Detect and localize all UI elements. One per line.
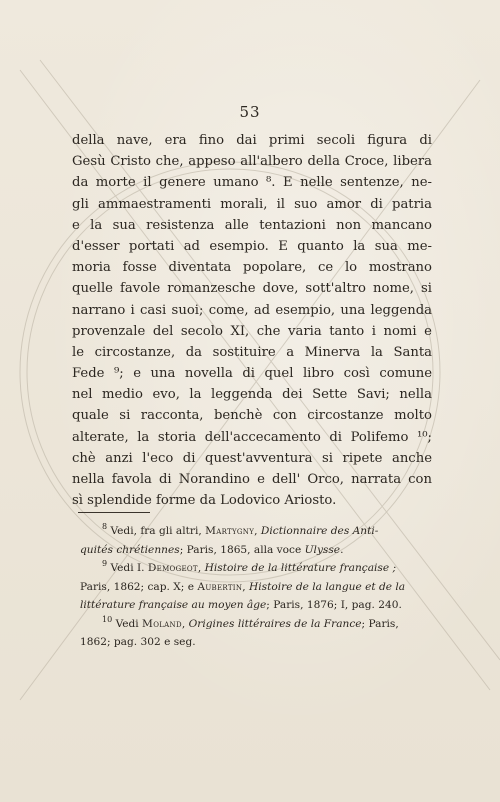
text-line: gli ammaestramenti morali, il suo amor di patria	[72, 196, 432, 212]
book-title: littérature française au moyen âge	[80, 599, 267, 611]
text-line: alterate, la storia dell'accecamento di Polifemo ¹⁰;	[72, 429, 432, 445]
text-line: quelle favole romanzesche dove, sott'altro nome, si	[72, 281, 432, 297]
text-line: d'esser portati ad esempio. E quanto la sua me-	[72, 238, 432, 254]
text-line: moria fosse diventata popolare, ce lo mostrano	[72, 260, 432, 276]
text-line: nella favola di Norandino e dell' Orco, narrata con	[72, 472, 432, 487]
footnote-9-cont: Paris, 1862; cap. X; e Aubertin, Histoire de la langue et de la	[80, 580, 406, 593]
book-title: Dictionnaire des Anti-	[260, 525, 379, 537]
book-title: Histoire de la littérature française ;	[204, 562, 397, 574]
author-name: Martygny	[205, 525, 255, 537]
text-line: le circostanze, da sostituire a Minerva la Santa	[72, 344, 432, 360]
footnote-mark: 8	[102, 522, 108, 531]
text-line: chè anzi l'eco di quest'avventura si ripete anche	[72, 450, 432, 466]
footnotes	[80, 522, 434, 652]
footnote-mark: 10	[102, 614, 113, 624]
author-name: Demogeot	[147, 562, 198, 574]
footnote-8-cont: quités chrétiennes; Paris, 1865, alla voce Ulysse.	[80, 543, 344, 556]
author-name: Moland	[142, 617, 182, 630]
footnote-separator	[78, 512, 150, 513]
text-line: della nave, era fino dai primi secoli figura di	[72, 133, 432, 148]
text-line: quale si racconta, benchè con circostanze molto	[72, 408, 432, 424]
text-line: nel medio evo, la leggenda dei Sette Savi; nella	[72, 387, 432, 403]
text-line: da morte il genere umano ⁸. E nelle sentenze, ne-	[72, 175, 432, 191]
text-line: Fede ⁹; e una novella di quel libro così comune	[72, 366, 432, 382]
book-title: Histoire de la langue et de la	[249, 580, 406, 593]
page-number: 53	[239, 103, 261, 121]
book-title: quités chrétiennes	[80, 543, 180, 556]
book-title: Origines littéraires de la France	[188, 617, 362, 630]
footnote-9: $^9$ Vedi I. Demogeot, Histoire de la littérature française ;	[102, 559, 397, 574]
footnote-8: $^8$ Vedi, fra gli altri, Martygny, Dictionnaire des Anti-	[102, 522, 379, 537]
body-paragraph	[72, 130, 432, 511]
text-line: provenzale del secolo XI, che varia tanto i nomi e	[72, 323, 432, 339]
author-name: Aubertin	[197, 580, 243, 593]
text-line: sì splendide forme da Lodovico Ariosto.	[72, 493, 337, 509]
footnote-10: $^{10}$ Vedi Moland, Origines littéraires de la France; Paris,	[102, 614, 399, 630]
footnote-mark: 9	[102, 559, 108, 568]
text-line: Gesù Cristo che, appeso all'albero della Croce, libera	[72, 154, 432, 170]
footnote-10-cont: 1862; pag. 302 e seg.	[80, 636, 196, 648]
text-line: e la sua resistenza alle tentazioni non mancano	[72, 217, 432, 233]
text-line: narrano i casi suoi; come, ad esempio, una leggenda	[72, 302, 432, 318]
footnote-9-cont: littérature française au moyen âge; Paris, 1876; I, pag. 240.	[80, 599, 402, 611]
